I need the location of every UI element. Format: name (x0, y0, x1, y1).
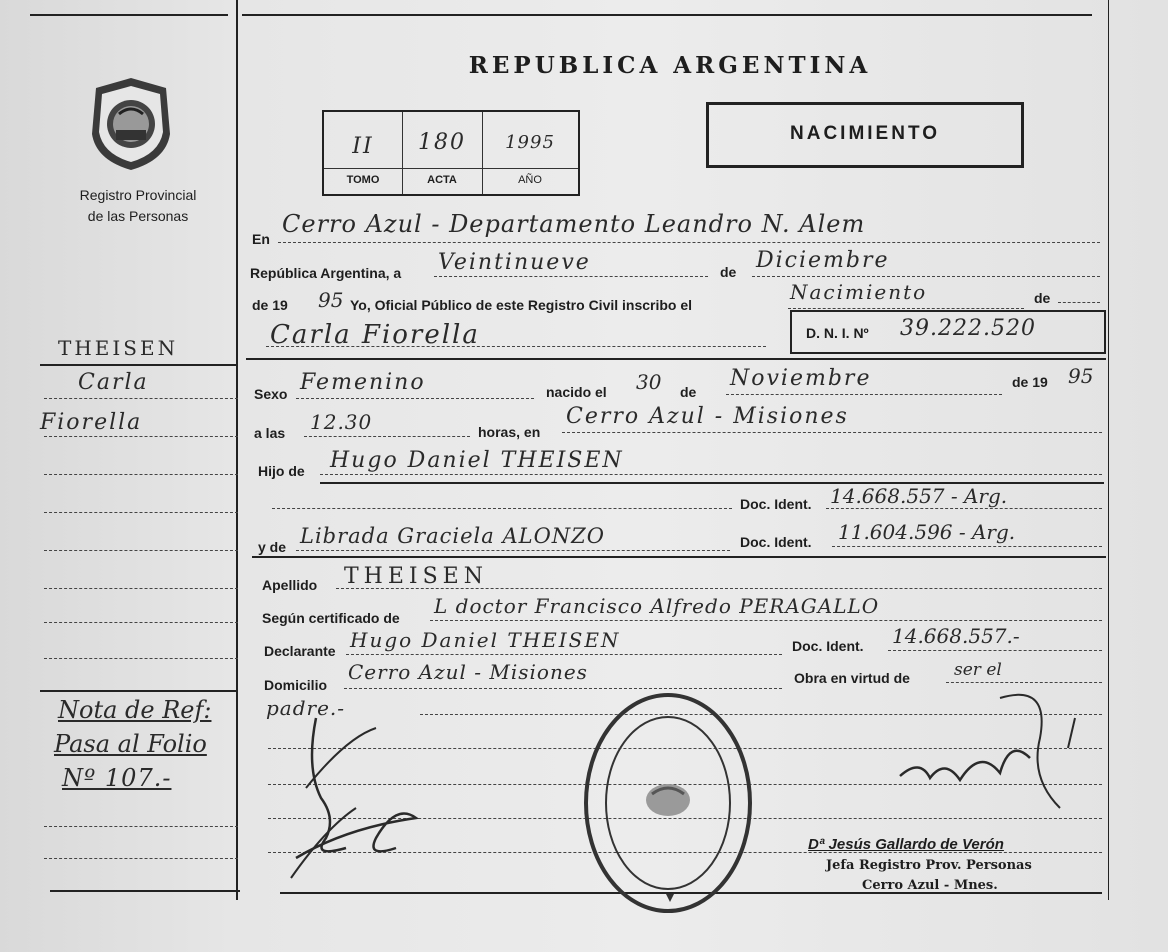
value-obra-1: ser el (954, 660, 1002, 680)
margin-rule-7 (44, 622, 238, 623)
official-location: Cerro Azul - Mnes. (862, 878, 998, 893)
rule-obra (946, 682, 1102, 683)
label-de-birth-month: de (680, 384, 697, 400)
top-rule-right (242, 14, 1092, 16)
value-dni: 39.222.520 (900, 316, 1036, 341)
margin-rule-6 (44, 588, 238, 589)
label-declarante: Declarante (264, 643, 336, 659)
rule-act-end (1058, 302, 1100, 303)
label-obra: Obra en virtud de (794, 670, 910, 686)
value-year-suffix: 95 (318, 288, 344, 312)
margin-rule-4 (44, 512, 238, 513)
rule-act-type (788, 308, 1024, 309)
label-de-month: de (720, 264, 737, 280)
margin-rule-solid (40, 364, 238, 366)
label-en: En (252, 231, 270, 247)
nacimiento-title: NACIMIENTO (790, 123, 940, 144)
label-doc-ident-3: Doc. Ident. (792, 638, 864, 654)
label-nacido: nacido el (546, 384, 607, 400)
margin-note-line1: Nota de Ref: (58, 696, 212, 724)
rule-domicilio (344, 688, 782, 689)
margin-rule-2 (44, 436, 238, 437)
value-declarante: Hugo Daniel THEISEN (350, 628, 621, 652)
rule-section-1 (246, 358, 1106, 360)
rule-child-name (266, 346, 766, 347)
ano-value: 1995 (505, 132, 555, 153)
value-father: Hugo Daniel THEISEN (330, 448, 624, 473)
margin-note-line3: Nº 107.- (62, 764, 172, 792)
acta-value: 180 (418, 130, 466, 155)
rule-mother (296, 550, 730, 551)
registry-name-line1: Registro Provincial (79, 187, 197, 203)
label-republica: República Argentina, a (250, 265, 402, 281)
label-inscribo: Yo, Oficial Público de este Registro Civil inscribo el (350, 297, 693, 313)
province-seal-logo (86, 74, 176, 174)
value-place: Cerro Azul - Departamento Leandro N. Alem (282, 210, 866, 238)
label-horas-en: horas, en (478, 424, 541, 440)
rule-birth-month (726, 394, 1002, 395)
value-obra-2: padre.- (266, 696, 346, 720)
margin-rule-3 (44, 474, 238, 475)
label-y-de: y de (258, 539, 287, 555)
value-hour: 12.30 (310, 410, 373, 434)
margin-first-name: Carla (78, 370, 149, 395)
declarant-signature (286, 708, 436, 888)
country-title: REPUBLICA ARGENTINA (468, 52, 872, 79)
margin-rule-1 (44, 398, 238, 399)
value-act-type: Nacimiento (790, 280, 928, 304)
margin-rule-10 (44, 858, 238, 859)
value-child-name: Carla Fiorella (270, 320, 480, 350)
record-box (322, 110, 580, 196)
label-domicilio: Domicilio (264, 677, 328, 693)
rule-sexo (296, 398, 534, 399)
margin-rule-5 (44, 550, 238, 551)
label-de-year: de 19 (252, 297, 288, 313)
value-father-doc: 14.668.557 - Arg. (830, 484, 1008, 508)
value-sexo: Femenino (300, 370, 426, 395)
margin-rule-solid-2 (40, 690, 238, 692)
rule-section-2 (252, 556, 1106, 558)
rule-father (320, 474, 1102, 475)
label-de-year-2: de 19 (1012, 374, 1048, 390)
margin-rule-solid-3 (50, 890, 240, 892)
label-dni: D. N. I. Nº (806, 325, 869, 341)
rule-father-doc (826, 508, 1102, 509)
official-signature (890, 688, 1100, 828)
label-a-las: a las (254, 425, 286, 441)
label-doc-ident-2: Doc. Ident. (740, 534, 812, 550)
margin-note-line2: Pasa al Folio (54, 730, 207, 758)
top-rule-left (30, 14, 228, 16)
label-apellido: Apellido (262, 577, 318, 593)
rule-hour (304, 436, 470, 437)
value-mother-doc: 11.604.596 - Arg. (838, 520, 1016, 544)
value-domicilio: Cerro Azul - Misiones (348, 660, 588, 684)
rule-declarante (346, 654, 782, 655)
value-birth-year-suffix: 95 (1068, 364, 1094, 388)
rule-day (434, 276, 708, 277)
label-sexo: Sexo (254, 386, 288, 402)
official-name: Dª Jesús Gallardo de Verón (808, 836, 1004, 853)
value-mother: Librada Graciela ALONZO (300, 524, 605, 548)
margin-surname: THEISEN (58, 336, 179, 360)
right-frame (1108, 0, 1109, 900)
rule-declarante-doc (888, 650, 1102, 651)
column-divider (236, 0, 238, 900)
value-birth-day: 30 (636, 370, 662, 394)
value-certificado: L doctor Francisco Alfredo PERAGALLO (434, 594, 880, 618)
value-birth-place: Cerro Azul - Misiones (566, 404, 849, 429)
rule-apellido (336, 588, 1102, 589)
rule-father-cont (272, 508, 732, 509)
rule-birth-place (562, 432, 1102, 433)
value-declarante-doc: 14.668.557.- (892, 624, 1020, 648)
margin-rule-9 (44, 826, 238, 827)
registry-name-line2: de las Personas (87, 208, 189, 224)
ano-label: AÑO (518, 174, 542, 186)
acta-label: ACTA (427, 174, 457, 186)
nacimiento-box (706, 102, 1024, 168)
label-de-act: de (1034, 290, 1051, 306)
value-day-words: Veintinueve (438, 250, 591, 275)
label-doc-ident-1: Doc. Ident. (740, 496, 812, 512)
margin-rule-8 (44, 658, 238, 659)
margin-middle-name: Fiorella (40, 410, 143, 435)
tomo-label: TOMO (346, 174, 380, 186)
tomo-value: II (352, 134, 374, 159)
label-segun: Según certificado de (262, 610, 400, 626)
record-label-row (324, 168, 578, 169)
value-apellido: THEISEN (344, 564, 488, 589)
value-month: Diciembre (756, 248, 890, 273)
rule-place (278, 242, 1100, 243)
rule-month (752, 276, 1100, 277)
value-birth-month: Noviembre (730, 366, 872, 391)
label-hijo-de: Hijo de (258, 463, 305, 479)
registry-stamp-seal (580, 690, 756, 916)
rule-certificado (430, 620, 1102, 621)
dni-box (790, 310, 1106, 354)
rule-mother-doc (832, 546, 1102, 547)
official-title: Jefa Registro Prov. Personas (826, 858, 1032, 873)
